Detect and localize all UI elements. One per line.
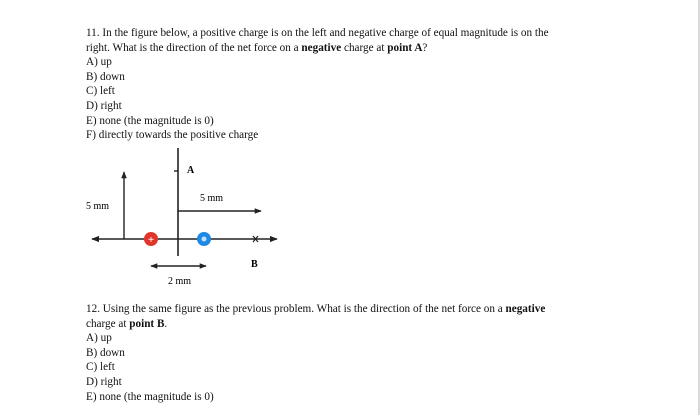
question-12-line-2 — [86, 317, 646, 332]
negative-charge-highlight — [202, 237, 207, 242]
q12-option-c: C) left — [86, 361, 115, 374]
question-12 — [86, 302, 646, 404]
q11-option-b: B) down — [86, 70, 125, 83]
positive-charge-sign: + — [147, 234, 155, 246]
q11-option-c: C) left — [86, 85, 115, 98]
question-11 — [86, 26, 646, 143]
charge-figure — [80, 140, 300, 290]
q12-text-charge-at: charge at — [86, 317, 130, 330]
dim-left-label: 5 mm — [86, 201, 110, 212]
q12-option-e: E) none (the magnitude is 0) — [86, 390, 214, 403]
dim-bottom-label: 2 mm — [168, 276, 192, 287]
q12-option-a: A) up — [86, 332, 112, 345]
q11-text-post: ? — [422, 41, 428, 54]
q11-bold-point-a: point A — [387, 41, 423, 54]
q11-bold-negative: negative — [301, 41, 342, 54]
q11-option-f: F) directly towards the positive charge — [86, 129, 259, 142]
q12-option-b: B) down — [86, 346, 125, 359]
question-12-line-1 — [86, 302, 646, 317]
q12-bold-point-b: point B — [129, 317, 165, 330]
q12-text-period: . — [164, 317, 168, 330]
point-b-label: B — [251, 259, 258, 270]
question-11-line-2 — [86, 41, 646, 56]
q12-text-pre: 12. Using the same figure as the previous problem. What is the direction of the net force on a — [86, 303, 506, 315]
q11-option-d: D) right — [86, 99, 122, 112]
q11-option-e: E) none (the magnitude is 0) — [86, 114, 214, 127]
q11-option-a: A) up — [86, 56, 112, 69]
question-11-line-1: 11. In the figure below, a positive charge is on the left and negative charge of equal magnitude is on the — [86, 27, 549, 39]
point-a-label: A — [187, 165, 195, 176]
dim-top-label: 5 mm — [200, 193, 224, 204]
q12-bold-negative: negative — [505, 303, 546, 315]
q12-option-d: D) right — [86, 375, 122, 388]
q11-text-mid: charge at — [341, 41, 388, 54]
q11-text-pre: right. What is the direction of the net force on a — [86, 41, 302, 54]
